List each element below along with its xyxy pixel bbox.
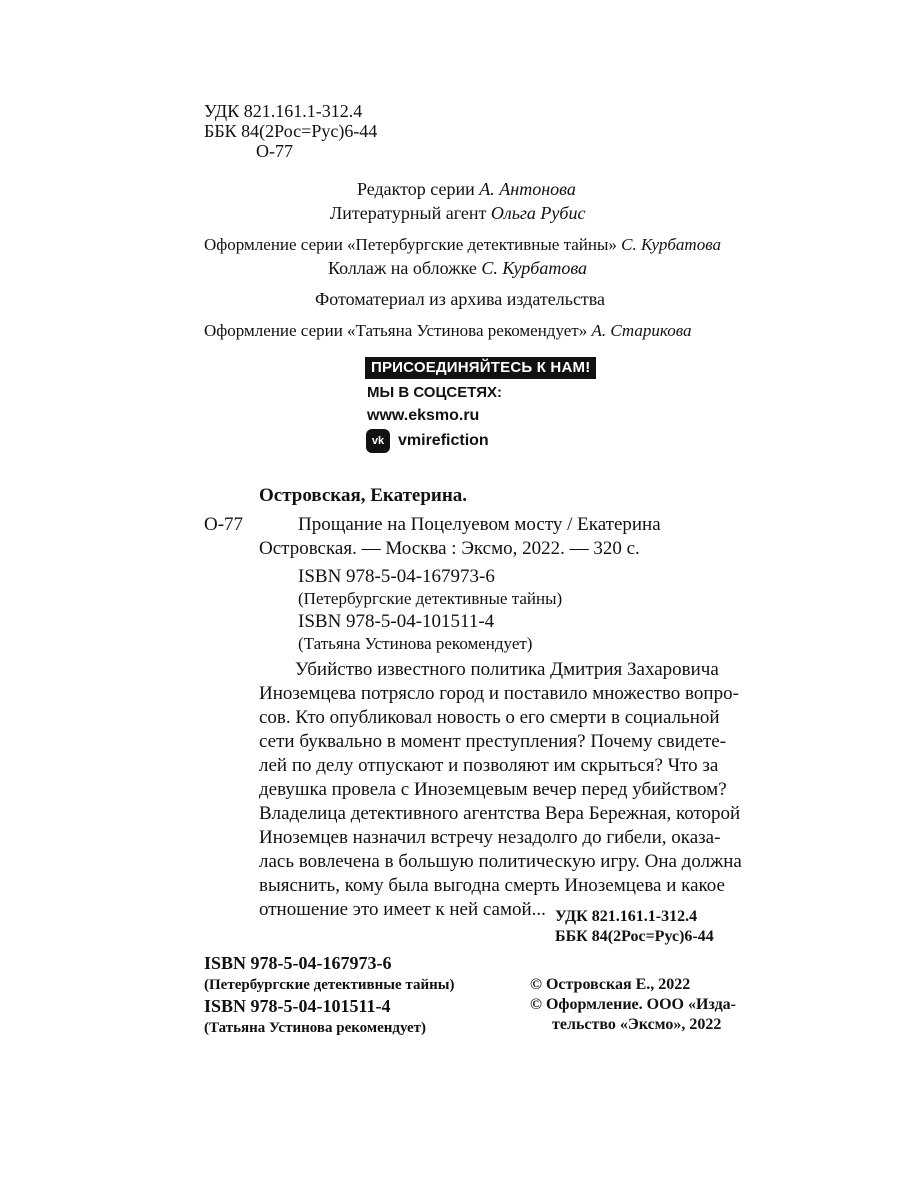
- series-editor-label: Редактор серии: [357, 179, 475, 199]
- literary-agent: [330, 202, 585, 224]
- bbk-code: ББК 84(2Рос=Рус)6-44: [204, 121, 378, 141]
- annotation-line: Иноземцева потрясло город и поставило множество вопро-: [259, 683, 739, 704]
- social-heading: МЫ В СОЦСЕТЯХ:: [367, 384, 503, 401]
- catalog-isbn-1-series: (Петербургские детективные тайны): [298, 589, 563, 608]
- vk-link[interactable]: [366, 428, 489, 454]
- copyright-design-line-2: тельство «Эксмо», 2022: [552, 1016, 722, 1033]
- catalog-author-heading: Островская, Екатерина.: [259, 485, 468, 506]
- cover-collage-label: Коллаж на обложке: [328, 258, 477, 278]
- photo-material: Фотоматериал из архива издательства: [315, 289, 606, 309]
- udk-code: УДК 821.161.1-312.4: [204, 101, 363, 121]
- catalog-isbn-2-series: (Татьяна Устинова рекомендует): [298, 634, 533, 653]
- annotation-line: сов. Кто опубликовал новость о его смерти в социальной: [259, 707, 720, 728]
- footer-isbn-1: ISBN 978-5-04-167973-6: [204, 953, 392, 973]
- footer-isbn-2-series: (Татьяна Устинова рекомендует): [204, 1020, 427, 1036]
- catalog-isbn-1: ISBN 978-5-04-167973-6: [298, 566, 495, 587]
- footer-bbk: ББК 84(2Рос=Рус)6-44: [555, 928, 714, 945]
- catalog-isbn-2: ISBN 978-5-04-101511-4: [298, 611, 495, 632]
- vk-icon: vk: [366, 429, 390, 453]
- join-us-banner: ПРИСОЕДИНЯЙТЕСЬ К НАМ!: [365, 357, 596, 379]
- series-editor-name: А. Антонова: [479, 179, 576, 199]
- series-design-ustinova-name: А. Старикова: [591, 321, 692, 340]
- copyright-design-line-1: © Оформление. ООО «Изда-: [530, 996, 736, 1013]
- series-design-petersburg-label: Оформление серии «Петербургские детективные тайны»: [204, 235, 617, 254]
- website-link[interactable]: www.eksmo.ru: [367, 407, 480, 424]
- footer-isbn-1-series: (Петербургские детективные тайны): [204, 977, 455, 993]
- annotation-line: Владелица детективного агентства Вера Бережная, которой: [259, 803, 741, 824]
- cover-collage-name: С. Курбатова: [481, 258, 588, 278]
- footer-udk: УДК 821.161.1-312.4: [555, 908, 698, 925]
- cover-collage: [328, 257, 587, 279]
- annotation-line: отношение это имеет к ней самой...: [259, 899, 546, 920]
- annotation-line: выяснить, кому была выгодна смерть Иноземцева и какое: [259, 875, 725, 896]
- footer-isbn-2: ISBN 978-5-04-101511-4: [204, 996, 391, 1016]
- series-design-ustinova-label: Оформление серии «Татьяна Устинова рекомендует»: [204, 321, 588, 340]
- copyright-author: © Островская Е., 2022: [530, 976, 691, 993]
- catalog-title-line-1: Прощание на Поцелуевом мосту / Екатерина: [298, 514, 661, 535]
- annotation-line: сети буквально в момент преступления? Почему свидете-: [259, 731, 727, 752]
- literary-agent-label: Литературный агент: [330, 203, 487, 223]
- catalog-sign: О-77: [204, 514, 244, 535]
- annotation-line: лей по делу отпускают и позволяют им скрыться? Что за: [259, 755, 719, 776]
- catalog-title-line-2: Островская. — Москва : Эксмо, 2022. — 320 с.: [259, 538, 640, 559]
- series-editor: [357, 178, 576, 200]
- annotation: [259, 658, 781, 922]
- series-design-ustinova: [204, 320, 691, 342]
- annotation-line: Убийство известного политика Дмитрия Захаровича: [295, 659, 719, 680]
- author-sign: О-77: [256, 141, 293, 161]
- series-design-petersburg-name: С. Курбатова: [621, 235, 721, 254]
- annotation-line: лась вовлечена в большую политическую игру. Она должна: [259, 851, 742, 872]
- vk-handle: vmirefiction: [398, 432, 489, 449]
- annotation-line: Иноземцев назначил встречу незадолго до гибели, оказа-: [259, 827, 721, 848]
- literary-agent-name: Ольга Рубис: [490, 203, 586, 223]
- series-design-petersburg: [204, 234, 721, 256]
- annotation-line: девушка провела с Иноземцевым вечер перед убийством?: [259, 779, 727, 800]
